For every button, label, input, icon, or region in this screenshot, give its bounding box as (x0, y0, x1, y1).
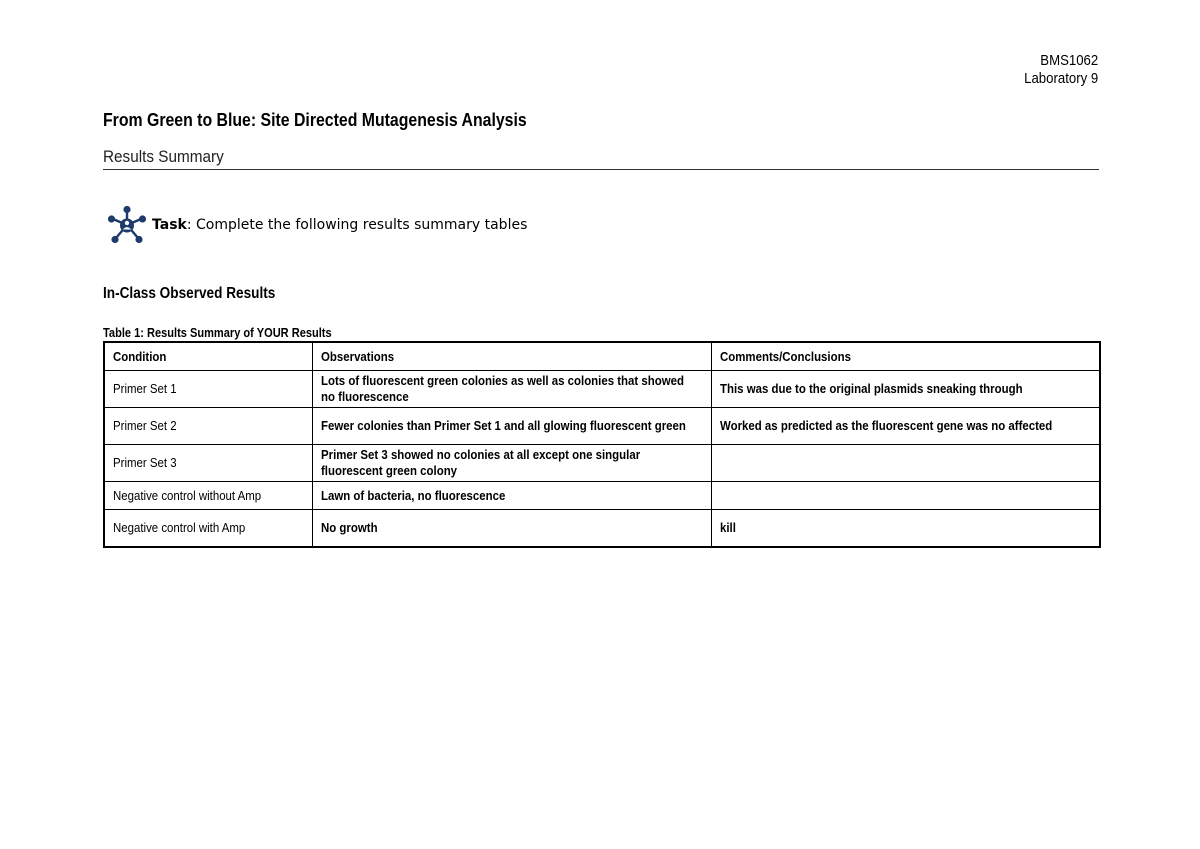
table-row (104, 371, 1100, 408)
task-instruction (106, 205, 527, 245)
observations-cell: Fewer colonies than Primer Set 1 and all glowing fluorescent green (312, 408, 711, 445)
condition-cell: Negative control without Amp (104, 482, 312, 510)
document-title: From Green to Blue: Site Directed Mutagenesis Analysis (103, 110, 527, 130)
comments-cell: kill (711, 510, 1100, 548)
course-code: BMS1062 (1040, 52, 1098, 69)
section-heading: Results Summary (103, 147, 224, 166)
network-molecule-icon (106, 205, 148, 245)
results-table (103, 341, 1101, 548)
comments-cell: Worked as predicted as the fluorescent gene was no affected (711, 408, 1100, 445)
subsection-heading: In-Class Observed Results (103, 285, 276, 302)
header-observations: Observations (312, 342, 711, 371)
table-header-row (104, 342, 1100, 371)
section-divider (103, 169, 1099, 170)
condition-cell: Negative control with Amp (104, 510, 312, 548)
table-row (104, 445, 1100, 482)
condition-cell: Primer Set 1 (104, 371, 312, 408)
task-description: : Complete the following results summary tables (186, 217, 528, 233)
table-row (104, 408, 1100, 445)
condition-cell: Primer Set 2 (104, 408, 312, 445)
task-text (152, 217, 527, 233)
observations-cell: Primer Set 3 showed no colonies at all except one singular fluorescent green colony (312, 445, 711, 482)
table-caption: Table 1: Results Summary of YOUR Results (103, 325, 332, 340)
page-header (1024, 52, 1098, 88)
condition-cell: Primer Set 3 (104, 445, 312, 482)
lab-number: Laboratory 9 (1023, 70, 1098, 87)
header-comments: Comments/Conclusions (711, 342, 1100, 371)
observations-cell: Lots of fluorescent green colonies as well as colonies that showed no fluorescence (312, 371, 711, 408)
table-row (104, 510, 1100, 548)
table-row (104, 482, 1100, 510)
comments-cell (711, 482, 1100, 510)
comments-cell: This was due to the original plasmids sneaking through (711, 371, 1100, 408)
task-label: Task (152, 217, 187, 233)
header-condition: Condition (104, 342, 312, 371)
comments-cell (711, 445, 1100, 482)
observations-cell: Lawn of bacteria, no fluorescence (312, 482, 711, 510)
observations-cell: No growth (312, 510, 711, 548)
